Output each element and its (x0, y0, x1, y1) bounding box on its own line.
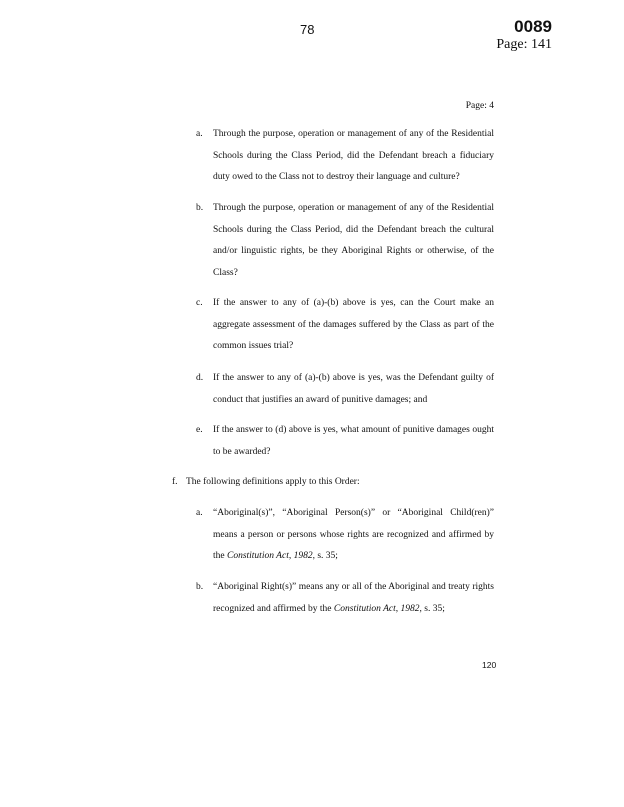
act-year: 1982 (400, 603, 420, 614)
section-marker: f. (172, 477, 178, 487)
section-f (172, 472, 494, 494)
definition-marker: b. (196, 582, 204, 592)
question-marker: b. (196, 203, 204, 213)
question-a (196, 124, 494, 189)
question-marker: d. (196, 373, 204, 383)
question-e (196, 420, 494, 463)
definition-text: “Aboriginal(s)”, “Aboriginal Person(s)” or “Aboriginal Child(ren)” means a person or persons whose rights are recognized and affirmed by the Constitution Act, 1982, s. 35; (213, 508, 494, 561)
question-marker: e. (196, 425, 203, 435)
question-b (196, 198, 494, 284)
act-name: Constitution Act (333, 603, 396, 614)
page-stamp: Page: 141 (496, 37, 552, 52)
question-marker: c. (196, 298, 203, 308)
definition-a (196, 503, 494, 568)
definition-b (196, 577, 494, 620)
act-year: 1982 (293, 551, 313, 561)
question-text: If the answer to any of (a)-(b) above is yes, was the Defendant guilty of conduct that justifies an award of punitive damages; and (213, 373, 494, 405)
question-text: Through the purpose, operation or management of any of the Residential Schools during the Class Period, did the Defendant breach a fiduciary duty owed to the Class not to destroy their language and culture? (213, 129, 494, 182)
definition-marker: a. (196, 508, 203, 518)
question-c (196, 293, 494, 358)
question-text: Through the purpose, operation or management of any of the Residential Schools during the Class Period, did the Defendant breach the cultural and/or linguistic rights, be they Aboriginal Rights or otherwise, of the Class? (213, 203, 494, 278)
question-marker: a. (196, 129, 203, 139)
act-name: Constitution Act (226, 551, 289, 561)
footer-page-number: 120 (482, 660, 497, 670)
inner-page-label: Page: 4 (465, 101, 494, 111)
question-text: If the answer to (d) above is yes, what amount of punitive damages ought to be awarded? (213, 425, 494, 457)
question-text: If the answer to any of (a)-(b) above is yes, can the Court make an aggregate assessment of the damages suffered by the Class as part of the common issues trial? (213, 298, 494, 351)
section-text: The following definitions apply to this Order: (186, 477, 360, 487)
definition-text: “Aboriginal Right(s)” means any or all of the Aboriginal and treaty rights recognized and affirmed by the Constitution Act, 1982, s. 35; (213, 582, 494, 614)
question-d (196, 368, 494, 411)
document-id: 0089 (514, 17, 552, 36)
page-top-number: 78 (300, 22, 315, 37)
